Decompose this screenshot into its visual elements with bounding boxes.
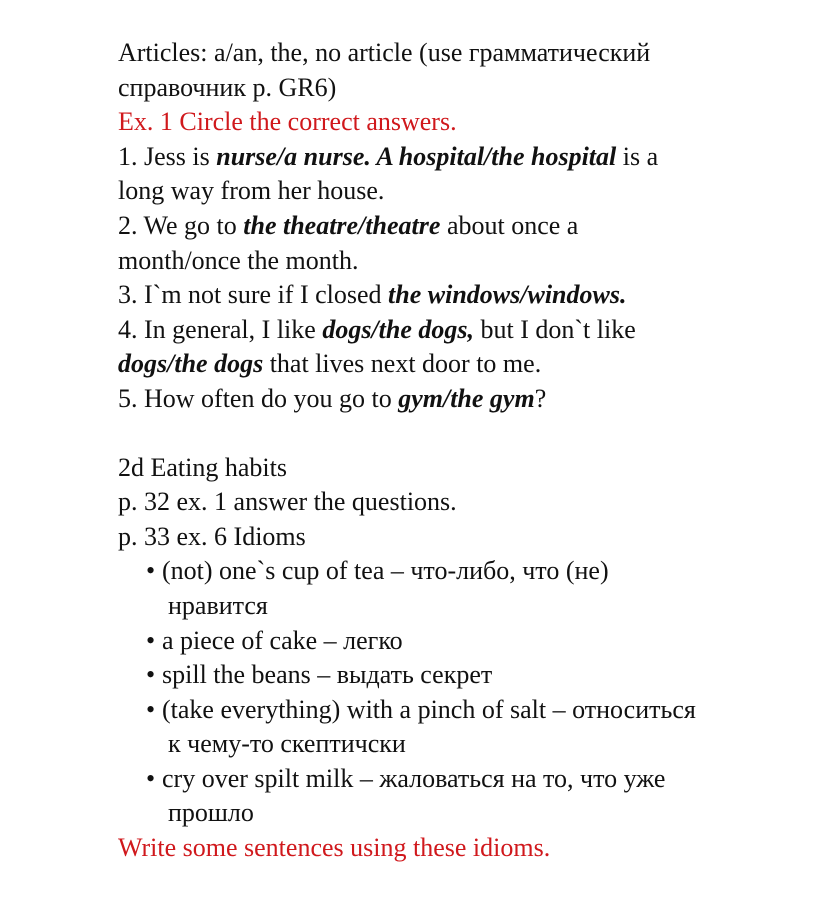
idiom-text: a piece of cake – легко xyxy=(162,625,403,655)
section-2-title: 2d Eating habits xyxy=(118,452,287,482)
heading-line-1: Articles: a/an, the, no article (use грамматический xyxy=(118,38,651,67)
document-page xyxy=(118,36,808,866)
item-text: 5. How often do you go to xyxy=(118,383,399,413)
item-text: 1. Jess is xyxy=(118,141,217,171)
exercise-item-1 xyxy=(118,140,808,209)
answer-options: nurse/a nurse. A hospital/the hospital xyxy=(216,141,617,171)
item-text: long way from her house. xyxy=(118,176,385,206)
idiom-text: cry over spilt milk – жаловаться на то, что уже xyxy=(162,763,666,793)
section-spacer xyxy=(118,417,808,451)
exercise-item-4 xyxy=(118,313,808,382)
item-text: 2. We go to xyxy=(118,210,244,240)
idiom-text: (not) one`s cup of tea – что-либо, что (не) xyxy=(162,556,609,586)
idiom-text: (take everything) with a pinch of salt – относиться xyxy=(162,694,696,724)
item-text: month/once the month. xyxy=(118,245,359,275)
bullet-icon: • xyxy=(146,660,156,690)
bullet-icon: • xyxy=(146,763,156,793)
item-text: 4. In general, I like xyxy=(118,314,323,344)
answer-options: dogs/the dogs xyxy=(118,349,264,379)
answer-options: gym/the gym xyxy=(398,383,535,413)
idiom-text: spill the beans – выдать секрет xyxy=(162,660,493,690)
idioms-list xyxy=(118,554,808,831)
item-text: about once a xyxy=(440,210,579,240)
idiom-item xyxy=(118,693,808,762)
item-text: is a xyxy=(616,141,659,171)
idiom-text-continued: к чему-то скептичски xyxy=(168,729,406,759)
idiom-item xyxy=(118,762,808,831)
exercise-item-5 xyxy=(118,382,808,417)
heading-line-2: справочник р. GR6) xyxy=(118,72,337,102)
bullet-icon: • xyxy=(146,556,156,586)
bullet-icon: • xyxy=(146,625,156,655)
idiom-item xyxy=(118,554,808,623)
idiom-item xyxy=(118,658,808,693)
item-text: that lives next door to me. xyxy=(263,349,542,379)
exercise-1-title: Ex. 1 Circle the correct answers. xyxy=(118,107,457,137)
exercise-item-3 xyxy=(118,278,808,313)
idiom-item xyxy=(118,624,808,659)
task-2: p. 33 ex. 6 Idioms xyxy=(118,521,306,551)
footer-task: Write some sentences using these idioms. xyxy=(118,833,551,863)
idiom-text-continued: прошло xyxy=(168,798,254,828)
item-text: but I don`t like xyxy=(474,314,636,344)
answer-options: the theatre/theatre xyxy=(243,210,441,240)
idiom-text-continued: нравится xyxy=(168,590,268,620)
answer-options: dogs/the dogs, xyxy=(322,314,474,344)
task-1: p. 32 ex. 1 answer the questions. xyxy=(118,487,457,517)
item-text: 3. I`m not sure if I closed xyxy=(118,280,389,310)
answer-options: the windows/windows. xyxy=(388,280,627,310)
item-text: ? xyxy=(534,383,547,413)
exercise-item-2 xyxy=(118,209,808,278)
bullet-icon: • xyxy=(146,694,156,724)
